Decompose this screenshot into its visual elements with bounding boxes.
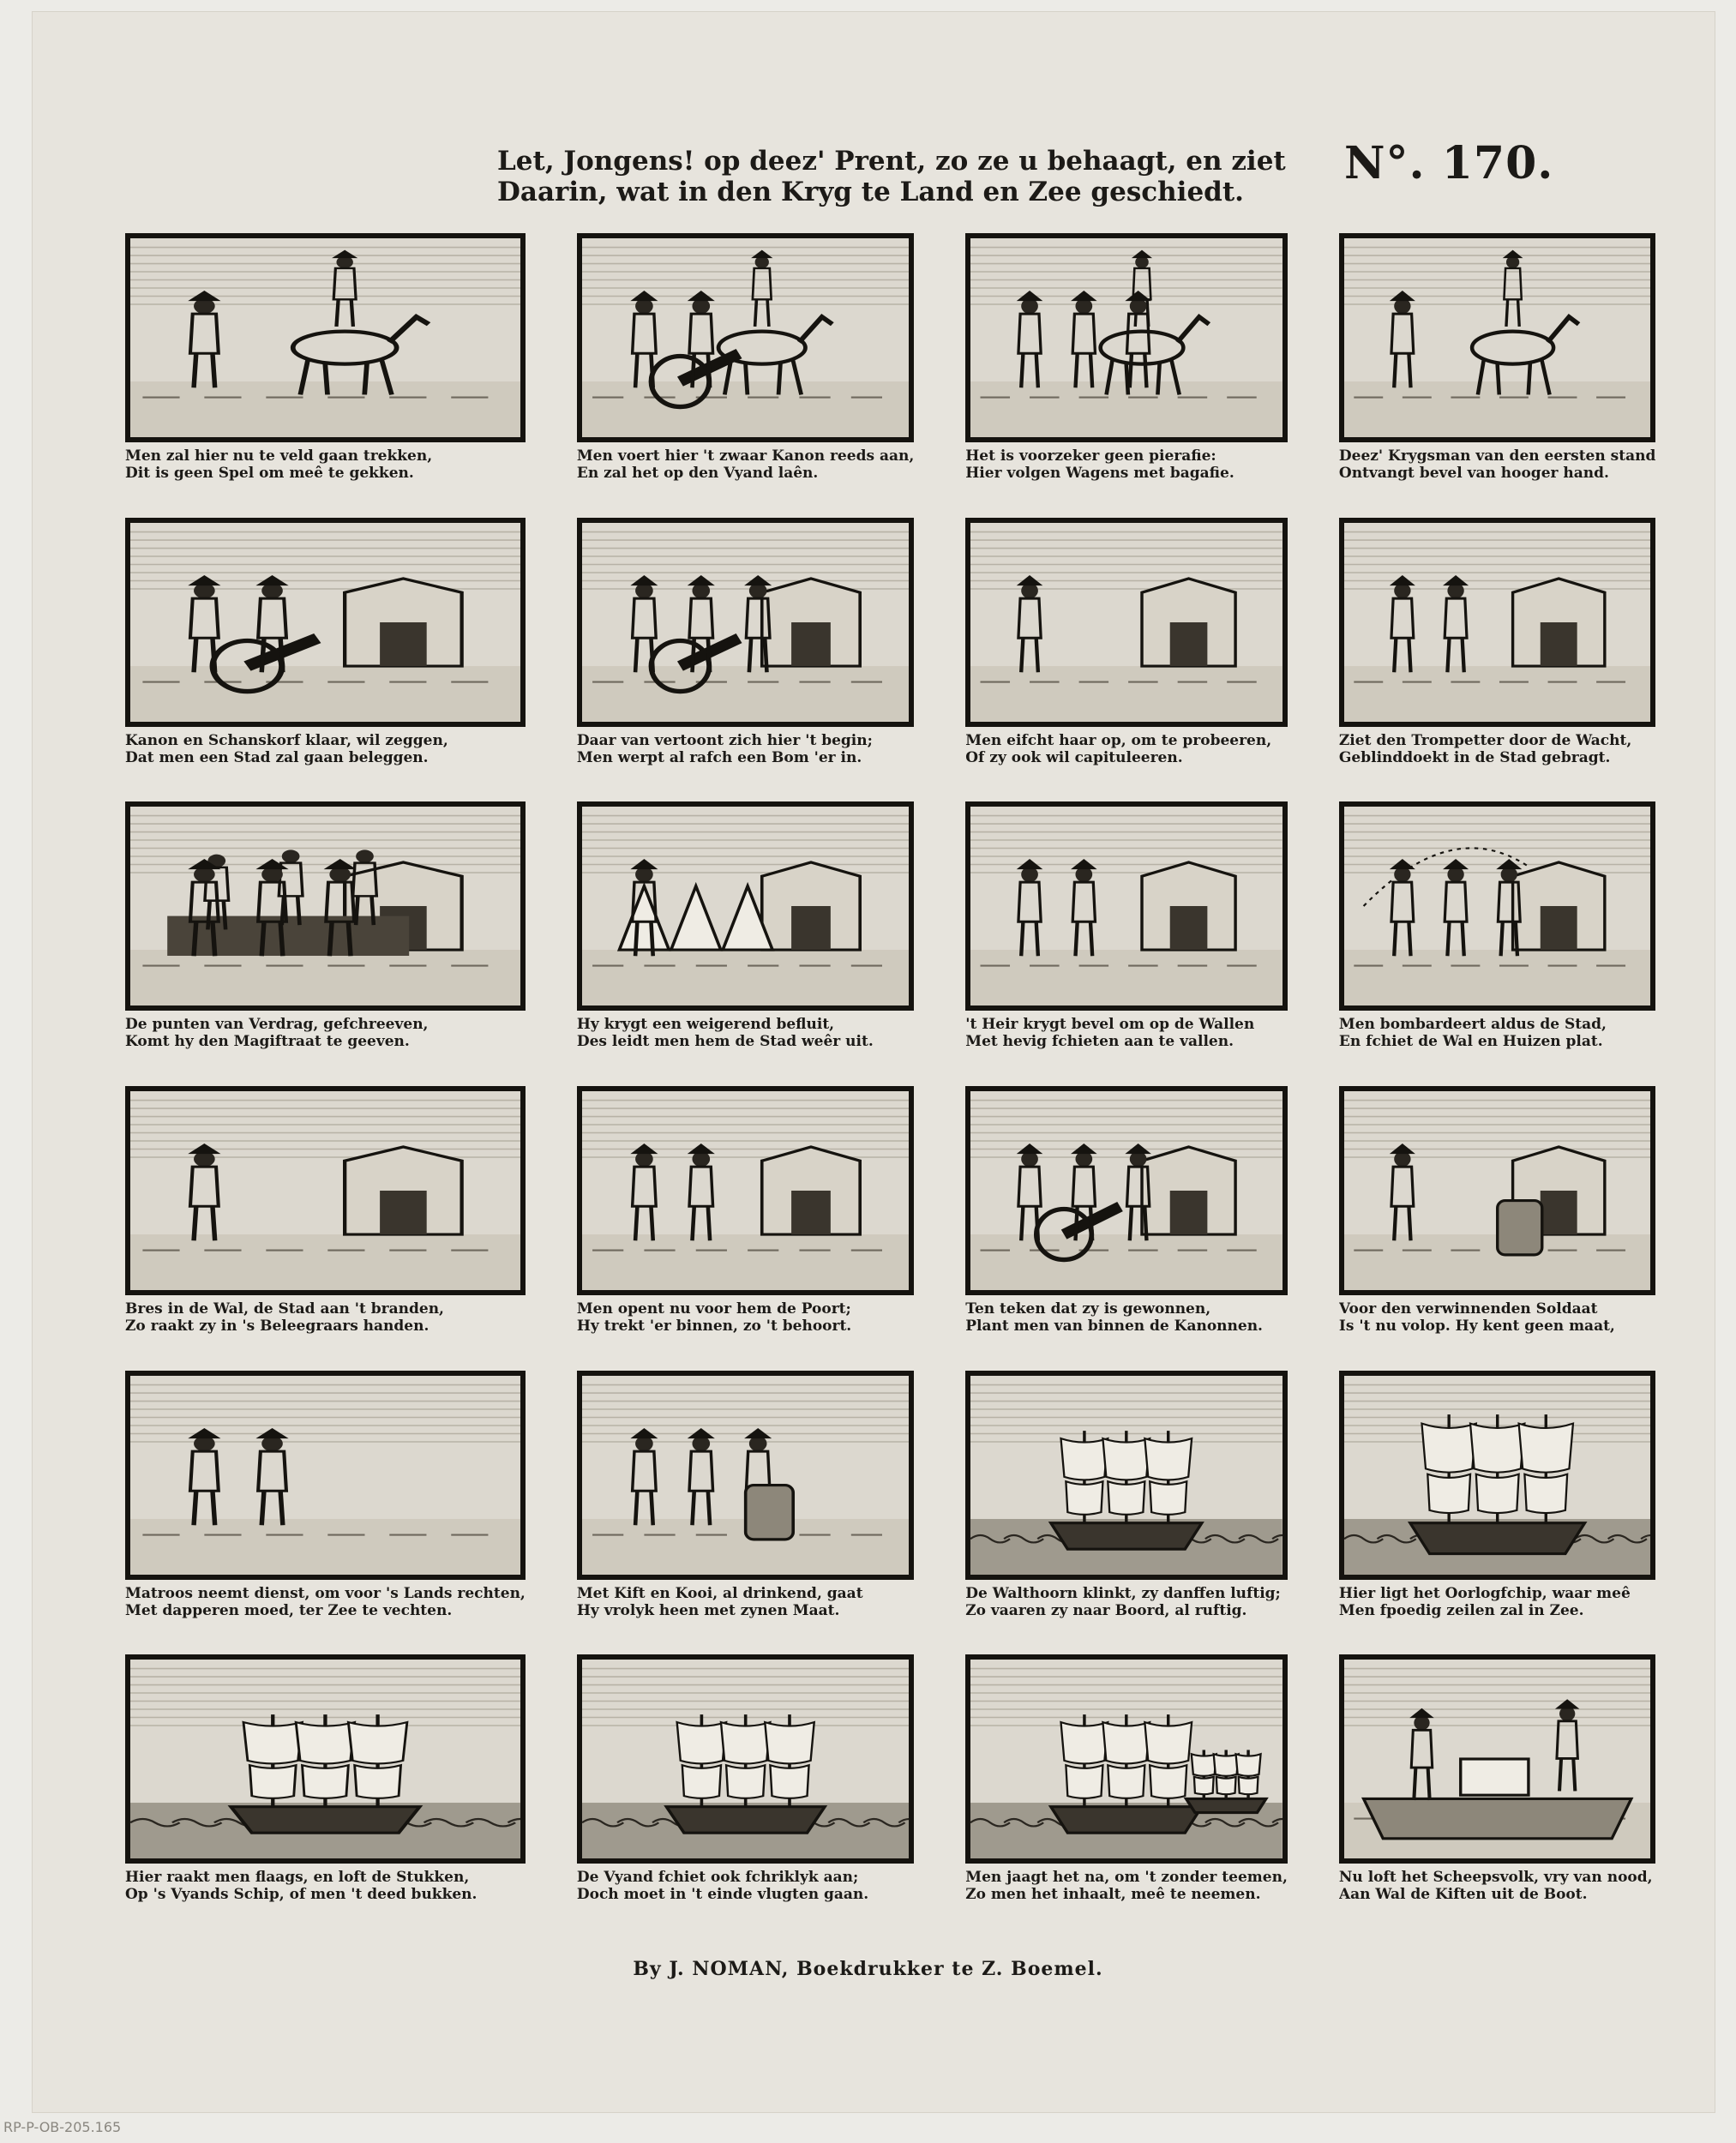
woodcut-illustration bbox=[577, 1086, 914, 1295]
caption-line-2: Ontvangt bevel van hooger hand. bbox=[1338, 465, 1609, 482]
woodcut-illustration bbox=[1339, 1371, 1655, 1580]
ships-firing-icon bbox=[130, 1660, 520, 1858]
woodcut-panel bbox=[965, 1654, 1288, 1930]
woodcut-illustration bbox=[965, 801, 1288, 1011]
caption-line-2: Plant men van binnen de Kanonnen. bbox=[965, 1317, 1263, 1335]
caption-line-2: Komt hy den Magiftraat te geeven. bbox=[125, 1033, 410, 1051]
caption-line-2: Des leidt men hem de Stad weêr uit. bbox=[576, 1033, 874, 1051]
caption-line-2: Op 's Vyands Schip, of men 't deed bukken. bbox=[125, 1886, 478, 1904]
woodcut-illustration bbox=[577, 1654, 914, 1864]
caption-line-2: Zo men het inhaalt, meê te neemen. bbox=[965, 1886, 1261, 1904]
woodcut-panel bbox=[125, 1654, 526, 1930]
caption-line-1: Kanon en Schanskorf klaar, wil zeggen, bbox=[125, 731, 448, 749]
panel-caption bbox=[577, 1585, 914, 1619]
horse-drawn-cannon-icon bbox=[582, 238, 909, 437]
woodcut-grid bbox=[125, 233, 1656, 1930]
panel-caption bbox=[965, 1300, 1288, 1335]
woodcut-panel bbox=[577, 518, 914, 794]
woodcut-illustration bbox=[125, 1654, 526, 1864]
caption-line-1: Men bombardeert aldus de Stad, bbox=[1338, 1016, 1607, 1034]
title-line-2: Daarin, wat in den Kryg te Land en Zee geschiedt. bbox=[497, 177, 1244, 207]
caption-line-1: Hy krygt een weigerend befluit, bbox=[576, 1016, 835, 1034]
woodcut-panel bbox=[577, 801, 914, 1078]
caption-line-1: Voor den verwinnenden Soldaat bbox=[1338, 1300, 1598, 1318]
printer-imprint: By J. NOMAN, Boekdrukker te Z. Boemel. bbox=[633, 1958, 1103, 1980]
woodcut-panel bbox=[965, 1371, 1288, 1647]
woodcut-illustration bbox=[125, 1086, 526, 1295]
rowing-boat-icon bbox=[970, 1376, 1282, 1575]
gate-opened-icon bbox=[582, 1091, 909, 1290]
sheet-title bbox=[497, 146, 1286, 207]
caption-line-2: Is 't nu volop. Hy kent geen maat, bbox=[1338, 1317, 1615, 1335]
panel-caption bbox=[577, 1300, 914, 1335]
caption-line-1: 't Heir krygt bevel om op de Wallen bbox=[965, 1016, 1255, 1034]
woodcut-illustration bbox=[965, 1086, 1288, 1295]
woodcut-panel bbox=[1339, 1371, 1655, 1647]
caption-line-2: Met dapperen moed, ter Zee te vechten. bbox=[125, 1601, 453, 1619]
caption-line-2: Dat men een Stad zal gaan beleggen. bbox=[125, 748, 429, 766]
panel-caption bbox=[965, 1585, 1288, 1619]
woodcut-illustration bbox=[125, 233, 526, 442]
order-on-walls-icon bbox=[970, 807, 1282, 1005]
woodcut-panel bbox=[1339, 233, 1655, 509]
ship-pursuit-icon bbox=[970, 1660, 1282, 1858]
woodcut-illustration bbox=[125, 801, 526, 1011]
woodcut-panel bbox=[125, 518, 526, 794]
magistrates-table-icon bbox=[130, 807, 520, 1005]
sheet-number: N°. 170. bbox=[1344, 137, 1554, 189]
caption-line-1: Ten teken dat zy is gewonnen, bbox=[965, 1300, 1211, 1318]
panel-caption bbox=[965, 1869, 1288, 1903]
woodcut-illustration bbox=[1339, 1086, 1655, 1295]
caption-line-1: Met Kift en Kooi, al drinkend, gaat bbox=[576, 1584, 863, 1602]
officer-on-horseback-icon bbox=[130, 238, 520, 437]
baggage-wagons-icon bbox=[970, 238, 1282, 437]
caption-line-1: Men voert hier 't zwaar Kanon reeds aan, bbox=[576, 447, 915, 465]
panel-caption bbox=[965, 1016, 1288, 1050]
caption-line-2: Of zy ook wil capituleeren. bbox=[965, 748, 1183, 766]
panel-caption bbox=[1339, 1016, 1655, 1050]
woodcut-illustration bbox=[965, 1371, 1288, 1580]
caption-line-2: En fchiet de Wal en Huizen plat. bbox=[1338, 1033, 1603, 1051]
woodcut-illustration bbox=[577, 518, 914, 727]
caption-line-1: Nu loft het Scheepsvolk, vry van nood, bbox=[1338, 1869, 1653, 1887]
panel-caption bbox=[1339, 732, 1655, 766]
trumpeter-at-gate-icon bbox=[970, 523, 1282, 722]
archive-mark: RP-P-OB-205.165 bbox=[3, 2119, 122, 2135]
woodcut-panel bbox=[1339, 801, 1655, 1078]
mortar-firing-icon bbox=[582, 523, 909, 722]
panel-caption bbox=[1339, 1585, 1655, 1619]
caption-line-1: Men eifcht haar op, om te probeeren, bbox=[965, 731, 1272, 749]
caption-line-1: Men opent nu voor hem de Poort; bbox=[576, 1300, 851, 1318]
caption-line-1: Het is voorzeker geen pierafie: bbox=[965, 447, 1216, 465]
woodcut-illustration bbox=[125, 518, 526, 727]
caption-line-2: Aan Wal de Kiften uit de Boot. bbox=[1338, 1886, 1588, 1904]
caption-line-1: De Vyand fchiet ook fchriklyk aan; bbox=[576, 1869, 859, 1887]
caption-line-1: Matroos neemt dienst, om voor 's Lands rechten, bbox=[125, 1584, 526, 1602]
woodcut-panel bbox=[577, 233, 914, 509]
tents-camp-icon bbox=[582, 807, 909, 1005]
woodcut-panel bbox=[577, 1654, 914, 1930]
panel-caption bbox=[125, 1300, 526, 1335]
panel-caption bbox=[1339, 447, 1655, 482]
caption-line-2: Geblinddoekt in de Stad gebragt. bbox=[1338, 748, 1611, 766]
enemy-ship-fleeing-icon bbox=[582, 1660, 909, 1858]
panel-caption bbox=[577, 732, 914, 766]
bombardment-icon bbox=[1344, 807, 1650, 1005]
title-line-1: Let, Jongens! op deez' Prent, zo ze u behaagt, en ziet bbox=[497, 146, 1286, 177]
caption-line-1: Men jaagt het na, om 't zonder teemen, bbox=[965, 1869, 1288, 1887]
woodcut-illustration bbox=[965, 518, 1288, 727]
caption-line-2: Hier volgen Wagens met bagafie. bbox=[965, 465, 1234, 482]
woodcut-illustration bbox=[577, 1371, 914, 1580]
panel-caption bbox=[125, 1585, 526, 1619]
woodcut-panel bbox=[965, 518, 1288, 794]
caption-line-2: Hy vrolyk heen met zynen Maat. bbox=[576, 1601, 840, 1619]
caption-line-1: Men zal hier nu te veld gaan trekken, bbox=[125, 447, 433, 465]
sea-chest-drinking-icon bbox=[582, 1376, 909, 1575]
woodcut-panel bbox=[577, 1371, 914, 1647]
cannon-and-gabion-icon bbox=[130, 523, 520, 722]
caption-line-1: Deez' Krygsman van den eersten stand bbox=[1338, 447, 1656, 465]
woodcut-panel bbox=[125, 1371, 526, 1647]
caption-line-1: De Walthoorn klinkt, zy danffen luftig; bbox=[965, 1584, 1281, 1602]
woodcut-panel bbox=[125, 1086, 526, 1362]
panel-caption bbox=[125, 1869, 526, 1903]
caption-line-2: Zo raakt zy in 's Beleegraars handen. bbox=[125, 1317, 429, 1335]
woodcut-illustration bbox=[125, 1371, 526, 1580]
blindfolded-trumpeter-icon bbox=[1344, 523, 1650, 722]
panel-caption bbox=[577, 447, 914, 482]
unloading-chests-icon bbox=[1344, 1660, 1650, 1858]
caption-line-2: Doch moet in 't einde vlugten gaan. bbox=[576, 1886, 869, 1904]
panel-caption bbox=[965, 447, 1288, 482]
caption-line-1: Hier ligt het Oorlogfchip, waar meê bbox=[1338, 1584, 1631, 1602]
sailor-enlisting-icon bbox=[130, 1376, 520, 1575]
caption-line-2: Zo vaaren zy naar Boord, al ruftig. bbox=[965, 1601, 1247, 1619]
woodcut-panel bbox=[965, 233, 1288, 509]
panel-caption bbox=[125, 732, 526, 766]
caption-line-2: Met hevig fchieten aan te vallen. bbox=[965, 1033, 1234, 1051]
woodcut-illustration bbox=[577, 233, 914, 442]
woodcut-panel bbox=[965, 801, 1288, 1078]
woodcut-illustration bbox=[577, 801, 914, 1011]
caption-line-2: Men werpt al rafch een Bom 'er in. bbox=[576, 748, 862, 766]
soldiers-drinking-icon bbox=[1344, 1091, 1650, 1290]
panel-caption bbox=[125, 447, 526, 482]
woodcut-illustration bbox=[1339, 518, 1655, 727]
woodcut-panel bbox=[577, 1086, 914, 1362]
breach-storming-icon bbox=[130, 1091, 520, 1290]
woodcut-panel bbox=[1339, 518, 1655, 794]
panel-caption bbox=[125, 1016, 526, 1050]
panel-caption bbox=[1339, 1869, 1655, 1903]
caption-line-1: De punten van Verdrag, gefchreeven, bbox=[125, 1016, 429, 1034]
woodcut-illustration bbox=[1339, 801, 1655, 1011]
panel-caption bbox=[577, 1016, 914, 1050]
caption-line-1: Daar van vertoont zich hier 't begin; bbox=[576, 731, 873, 749]
warship-at-anchor-icon bbox=[1344, 1376, 1650, 1575]
cannons-planted-icon bbox=[970, 1091, 1282, 1290]
woodcut-panel bbox=[125, 233, 526, 509]
caption-line-2: En zal het op den Vyand laên. bbox=[576, 465, 819, 482]
panel-caption bbox=[1339, 1300, 1655, 1335]
caption-line-1: Bres in de Wal, de Stad aan 't branden, bbox=[125, 1300, 444, 1318]
panel-caption bbox=[577, 1869, 914, 1903]
woodcut-panel bbox=[1339, 1086, 1655, 1362]
woodcut-illustration bbox=[1339, 1654, 1655, 1864]
caption-line-1: Ziet den Trompetter door de Wacht, bbox=[1338, 731, 1632, 749]
caption-line-2: Hy trekt 'er binnen, zo 't behoort. bbox=[576, 1317, 852, 1335]
woodcut-panel bbox=[125, 801, 526, 1078]
woodcut-panel bbox=[1339, 1654, 1655, 1930]
woodcut-illustration bbox=[1339, 233, 1655, 442]
caption-line-1: Hier raakt men flaags, en loft de Stukken, bbox=[125, 1869, 470, 1887]
panel-caption bbox=[965, 732, 1288, 766]
woodcut-panel bbox=[965, 1086, 1288, 1362]
woodcut-illustration bbox=[965, 233, 1288, 442]
caption-line-2: Dit is geen Spel om meê te gekken. bbox=[125, 465, 414, 482]
caption-line-2: Men fpoedig zeilen zal in Zee. bbox=[1338, 1601, 1584, 1619]
woodcut-illustration bbox=[965, 1654, 1288, 1864]
rider-handshake-icon bbox=[1344, 238, 1650, 437]
